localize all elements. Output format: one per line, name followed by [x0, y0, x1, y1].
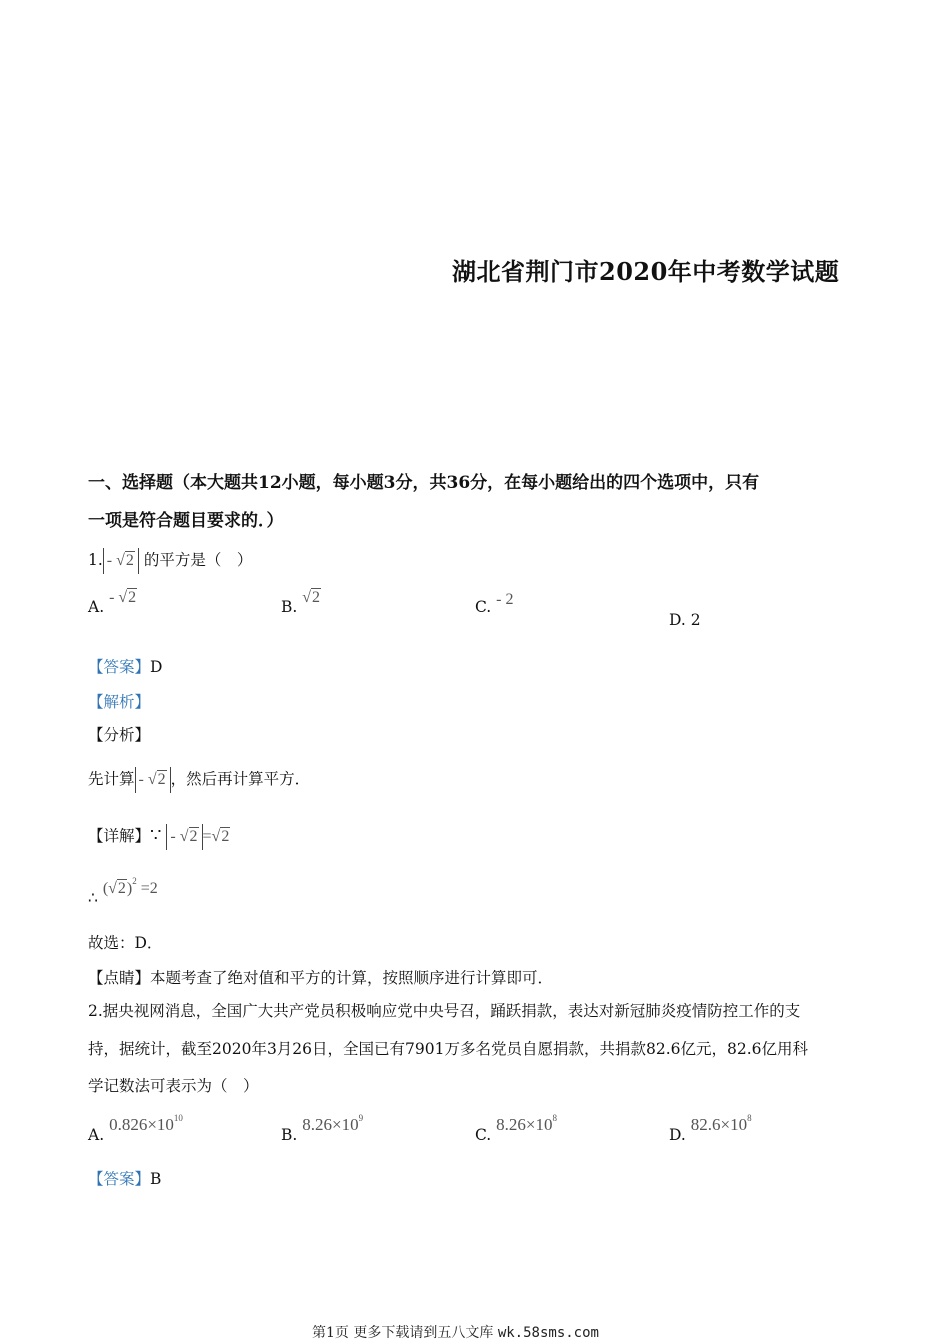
question-2-line1: 2.据央视网消息，全国广大共产党员积极响应党中央号召，踊跃捐款，表达对新冠肺炎疫情防控工作的支: [88, 1002, 801, 1020]
q1-answer: [88, 658, 162, 677]
comment-label: 【点睛】: [88, 969, 151, 987]
answer-value: B: [150, 1170, 162, 1188]
sqrt-symbol: √2: [116, 552, 134, 569]
because-symbol: ∵: [150, 825, 162, 846]
answer-label: 【答案】: [88, 658, 151, 676]
q2-option-c[interactable]: C. $8.26\times 10^8$: [475, 1113, 558, 1144]
option-d[interactable]: D. 2: [669, 611, 701, 629]
question-2-line3: 学记数法可表示为（ ）: [88, 1077, 259, 1095]
therefore-line: ∴ $(√2)^2 =2$: [88, 876, 158, 907]
choose-line: 故选：D．: [88, 934, 163, 952]
answer-value: D: [150, 658, 163, 676]
detail-label: 【详解】: [88, 827, 151, 845]
option-c[interactable]: C. - 2: [475, 591, 514, 616]
q2-option-b[interactable]: B. $8.26\times 10^9$: [281, 1113, 364, 1144]
section-heading-line1: 一、选择题（本大题共12小题，每小题3分，共36分，在每小题给出的四个选项中，只有: [88, 473, 760, 493]
question-2-line2: 持，据统计，截至2020年3月26日，全国已有7901万多名党员自愿捐款，共捐款82.6亿元，82.6亿用科: [88, 1040, 809, 1058]
analysis-label: 【解析】: [88, 693, 151, 711]
fenxi-label: 【分析】: [88, 726, 151, 744]
option-a[interactable]: A. - √2: [88, 589, 137, 616]
q2-option-a[interactable]: A. $0.826\times 10^{10}$: [88, 1113, 183, 1144]
question-number: 1.: [88, 551, 103, 569]
detail-line: 【详解】∵ - √2 =√2: [88, 824, 230, 850]
q2-answer: [88, 1170, 161, 1189]
page-title: 湖北省荆门市2020年中考数学试题: [452, 257, 840, 286]
minus-sign: -: [106, 552, 113, 569]
question-1-text: 的平方是（ ）: [143, 551, 253, 569]
q2-option-d[interactable]: D. $82.6\times 10^8$: [669, 1113, 752, 1144]
comment-line: 【点睛】本题考查了绝对值和平方的计算，按照顺序进行计算即可．: [88, 969, 554, 987]
therefore-symbol: ∴: [88, 889, 98, 907]
footer-link[interactable]: wk.58sms.com: [497, 1325, 599, 1341]
question-1-stem: [88, 548, 252, 574]
fenxi-text: 先计算 - √2 ，然后再计算平方．: [88, 767, 310, 793]
section-heading-line2: 一项是符合题目要求的．）: [88, 511, 284, 531]
option-b[interactable]: B. √2: [281, 589, 321, 616]
answer-label: 【答案】: [88, 1170, 151, 1188]
page-footer: 第1页 更多下载请到五八文库 wk.58sms.com: [312, 1325, 599, 1341]
